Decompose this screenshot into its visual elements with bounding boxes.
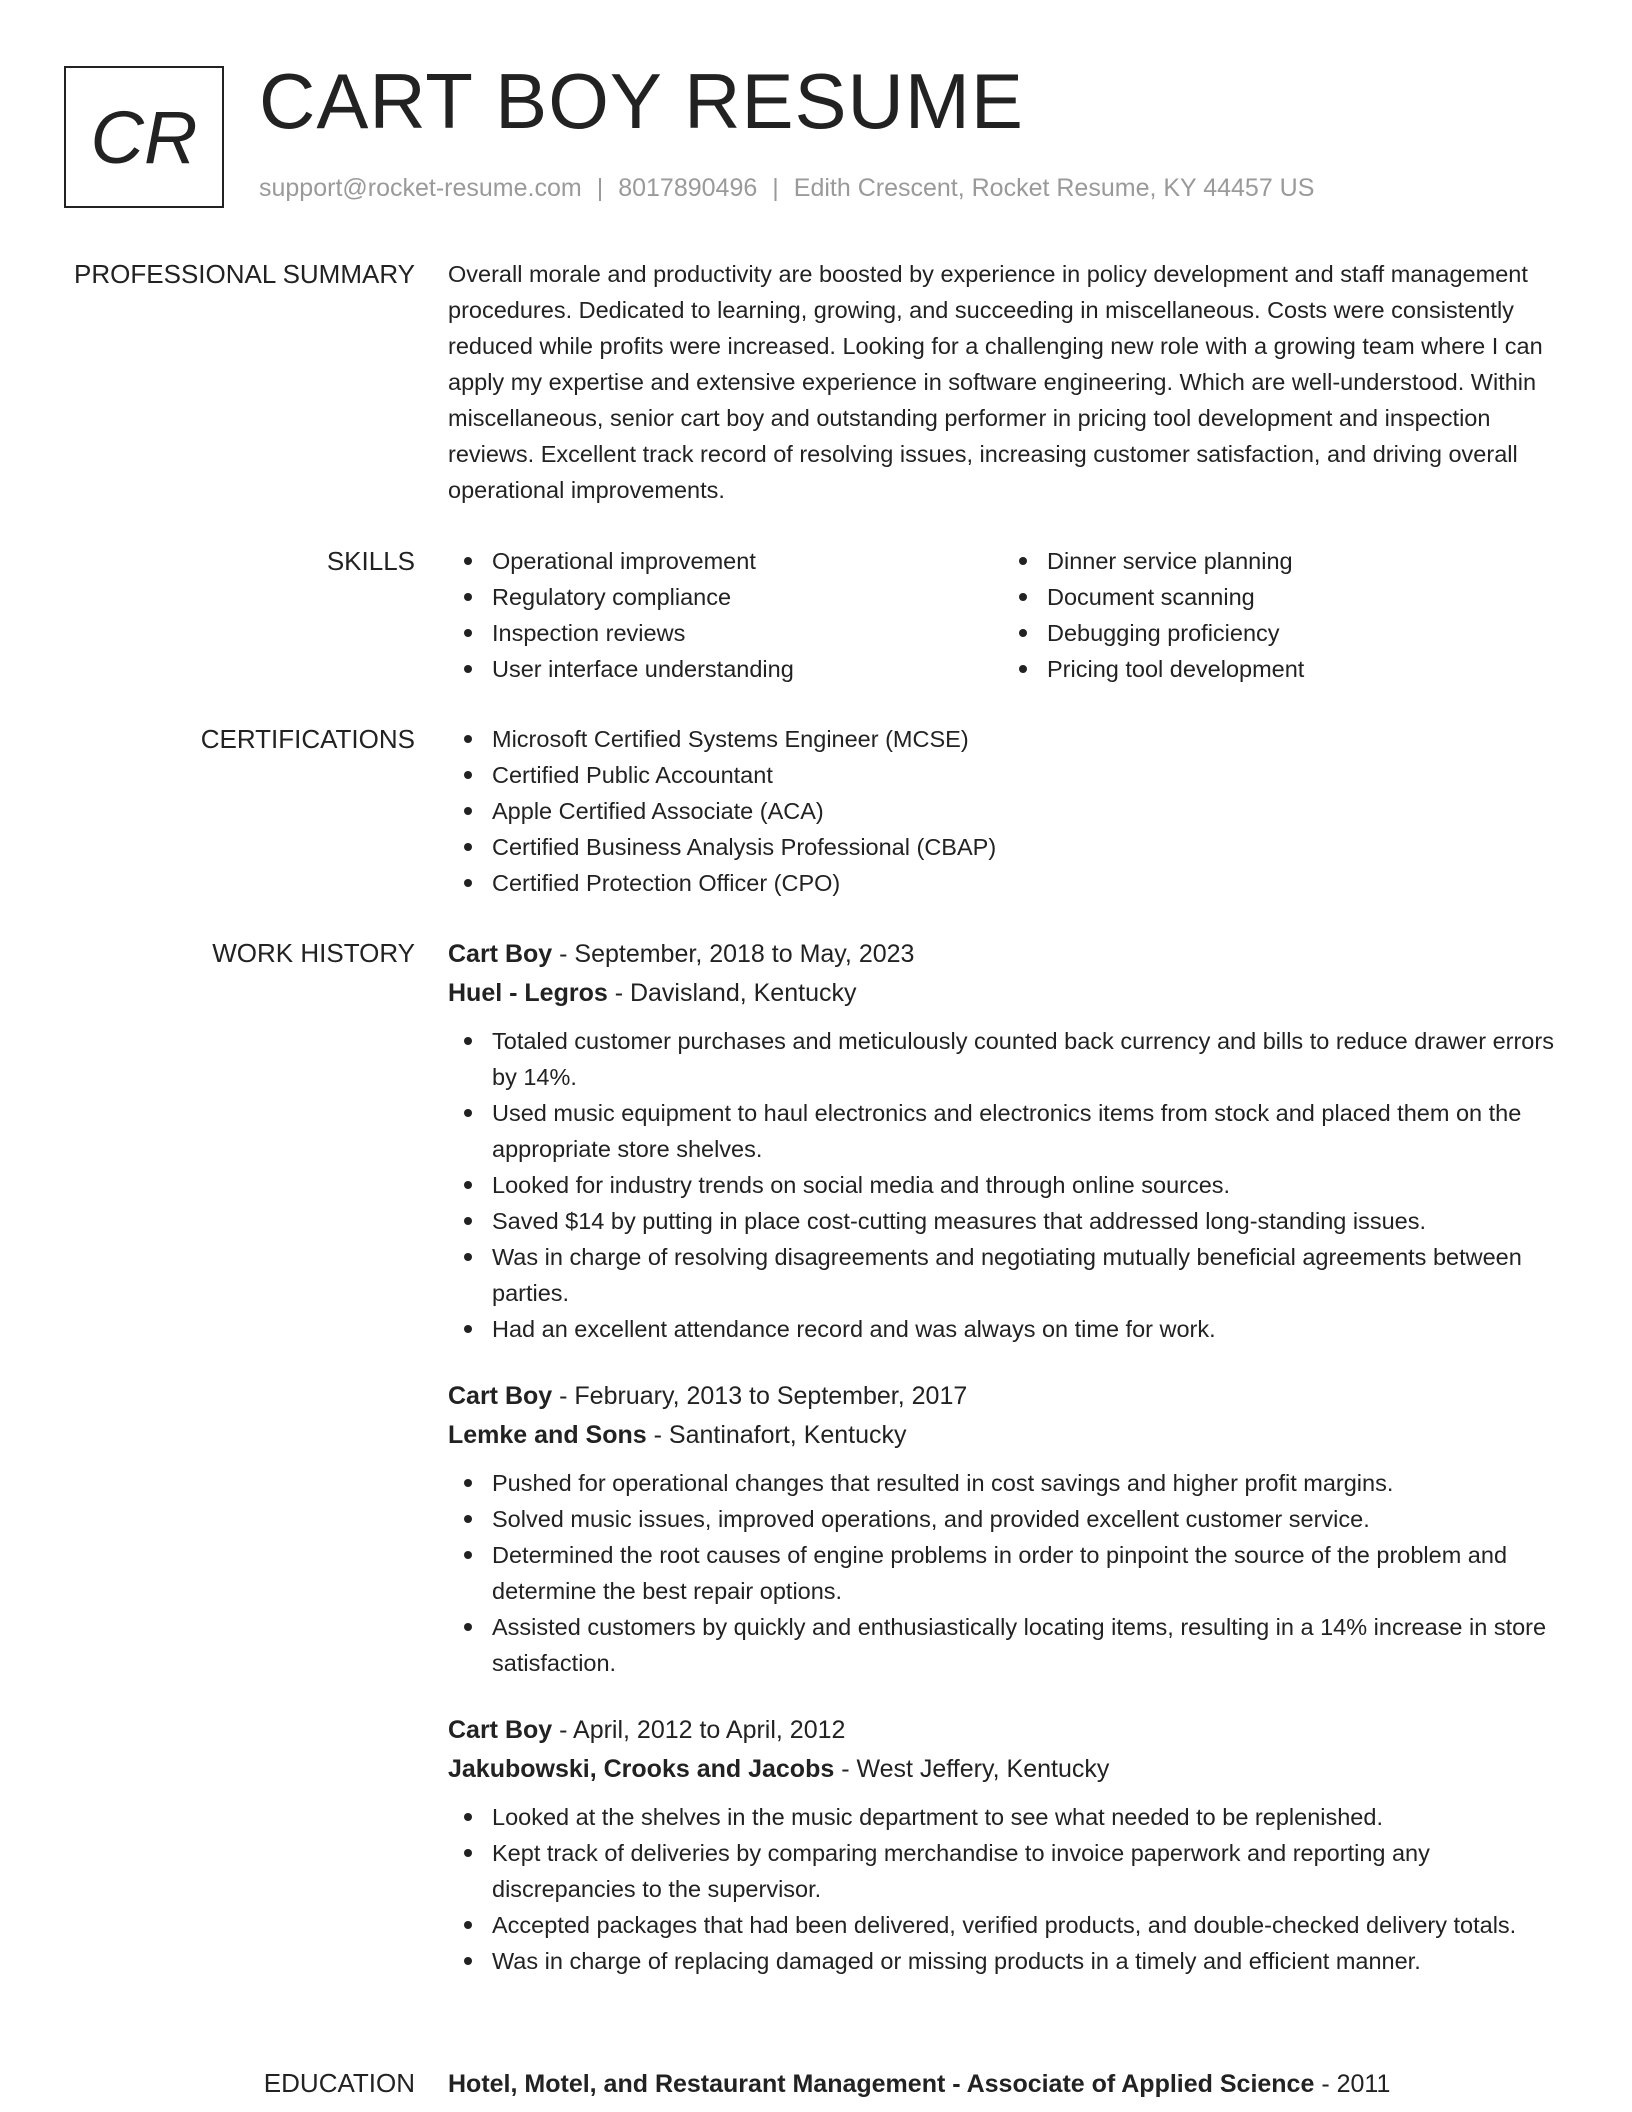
job-location: - West Jeffery, Kentucky <box>834 1755 1110 1783</box>
certification-item: Microsoft Certified Systems Engineer (MCSE) <box>492 721 1558 757</box>
job-bullet: Totaled customer purchases and meticulously counted back currency and bills to reduce drawer errors by 14%. <box>492 1023 1558 1095</box>
contact-separator: | <box>596 174 604 202</box>
job-title: Cart Boy <box>448 940 553 968</box>
work-history-content <box>448 935 1558 1979</box>
job-bullet: Was in charge of resolving disagreements and negotiating mutually beneficial agreements between parties. <box>492 1239 1558 1311</box>
job-bullet: Solved music issues, improved operations, and provided excellent customer service. <box>492 1501 1558 1537</box>
job-bullet: Pushed for operational changes that resulted in cost savings and higher profit margins. <box>492 1465 1558 1501</box>
job-location: - Davisland, Kentucky <box>607 979 857 1007</box>
job-location: - Santinafort, Kentucky <box>646 1421 907 1449</box>
resume-name: CART BOY RESUME <box>259 57 1024 145</box>
skills-label: SKILLS <box>326 546 415 576</box>
job-company-line <box>448 973 1558 1013</box>
job-dates: - February, 2013 to September, 2017 <box>552 1382 968 1410</box>
job-bullets <box>448 1023 1558 1347</box>
job-title-line <box>448 935 1558 973</box>
skill-item: Inspection reviews <box>492 615 1003 651</box>
job-title-line <box>448 1377 1558 1415</box>
job-entry <box>448 1377 1558 1681</box>
certifications-list <box>448 721 1558 901</box>
job-entry <box>448 1711 1558 1979</box>
certification-item: Certified Protection Officer (CPO) <box>492 865 1558 901</box>
contact-separator: | <box>772 174 779 202</box>
skill-item: Pricing tool development <box>1047 651 1558 687</box>
certification-item: Certified Public Accountant <box>492 757 1558 793</box>
contact-line <box>259 174 1314 203</box>
education-entry <box>448 2065 1558 2103</box>
contact-phone: 8017890496 <box>618 174 758 202</box>
job-bullet: Used music equipment to haul electronics and electronics items from stock and placed them on the appropriate store shelves. <box>492 1095 1558 1167</box>
skill-item: Operational improvement <box>492 543 1003 579</box>
job-bullets <box>448 1799 1558 1979</box>
job-bullet: Looked at the shelves in the music department to see what needed to be replenished. <box>492 1799 1558 1835</box>
job-company: Huel - Legros <box>448 979 608 1007</box>
job-bullet: Kept track of deliveries by comparing merchandise to invoice paperwork and reporting any discrepancies to the supervisor. <box>492 1835 1558 1907</box>
job-company: Jakubowski, Crooks and Jacobs <box>448 1755 835 1783</box>
job-bullet: Determined the root causes of engine problems in order to pinpoint the source of the problem and determine the best repair options. <box>492 1537 1558 1609</box>
certifications-label: CERTIFICATIONS <box>200 724 415 754</box>
work-history-label: WORK HISTORY <box>212 938 415 968</box>
summary-label: PROFESSIONAL SUMMARY <box>74 259 415 289</box>
certification-item: Certified Business Analysis Professional (CBAP) <box>492 829 1558 865</box>
job-title: Cart Boy <box>448 1382 553 1410</box>
monogram-logo: CR <box>64 66 224 208</box>
job-bullets <box>448 1465 1558 1681</box>
education-content <box>448 2065 1558 2103</box>
skills-list-left <box>448 543 1003 687</box>
job-bullet: Accepted packages that had been delivered, verified products, and double-checked delivery totals. <box>492 1907 1558 1943</box>
job-company-line <box>448 1415 1558 1455</box>
skill-item: Debugging proficiency <box>1047 615 1558 651</box>
contact-email: support@rocket-resume.com <box>259 174 582 202</box>
job-dates: - April, 2012 to April, 2012 <box>552 1716 846 1744</box>
contact-address: Edith Crescent, Rocket Resume, KY 44457 US <box>793 174 1315 202</box>
summary-text: Overall morale and productivity are boosted by experience in policy development and staff management procedures. Dedicated to learning, growing, and succeeding in miscellaneous. Costs were consistently reduced while profits were increased. Looking for a challenging new role with a growing team where I can apply my expertise and extensive experience in software engineering. Which are well-understood. Within miscellaneous, senior cart boy and outstanding performer in pricing tool development and inspection reviews. Excellent track record of resolving issues, increasing customer satisfaction, and driving overall operational improvements. <box>448 261 1543 503</box>
certifications-content <box>448 721 1558 901</box>
skill-item: User interface understanding <box>492 651 1003 687</box>
job-company: Lemke and Sons <box>448 1421 647 1449</box>
education-year: - 2011 <box>1314 2070 1391 2098</box>
job-dates: - September, 2018 to May, 2023 <box>552 940 915 968</box>
job-entry <box>448 935 1558 1347</box>
job-bullet: Had an excellent attendance record and was always on time for work. <box>492 1311 1558 1347</box>
education-degree: Hotel, Motel, and Restaurant Management - Associate of Applied Science <box>448 2070 1315 2098</box>
education-label: EDUCATION <box>263 2068 415 2098</box>
skill-item: Dinner service planning <box>1047 543 1558 579</box>
skills-content <box>448 543 1558 687</box>
job-company-line <box>448 1749 1558 1789</box>
job-bullet: Assisted customers by quickly and enthusiastically locating items, resulting in a 14% increase in store satisfaction. <box>492 1609 1558 1681</box>
job-bullet: Looked for industry trends on social media and through online sources. <box>492 1167 1558 1203</box>
job-title-line <box>448 1711 1558 1749</box>
skill-item: Document scanning <box>1047 579 1558 615</box>
skill-item: Regulatory compliance <box>492 579 1003 615</box>
summary-content <box>448 256 1558 508</box>
certification-item: Apple Certified Associate (ACA) <box>492 793 1558 829</box>
skills-list-right <box>1003 543 1558 687</box>
job-bullet: Was in charge of replacing damaged or missing products in a timely and efficient manner. <box>492 1943 1558 1979</box>
job-title: Cart Boy <box>448 1716 553 1744</box>
job-bullet: Saved $14 by putting in place cost-cutting measures that addressed long-standing issues. <box>492 1203 1558 1239</box>
